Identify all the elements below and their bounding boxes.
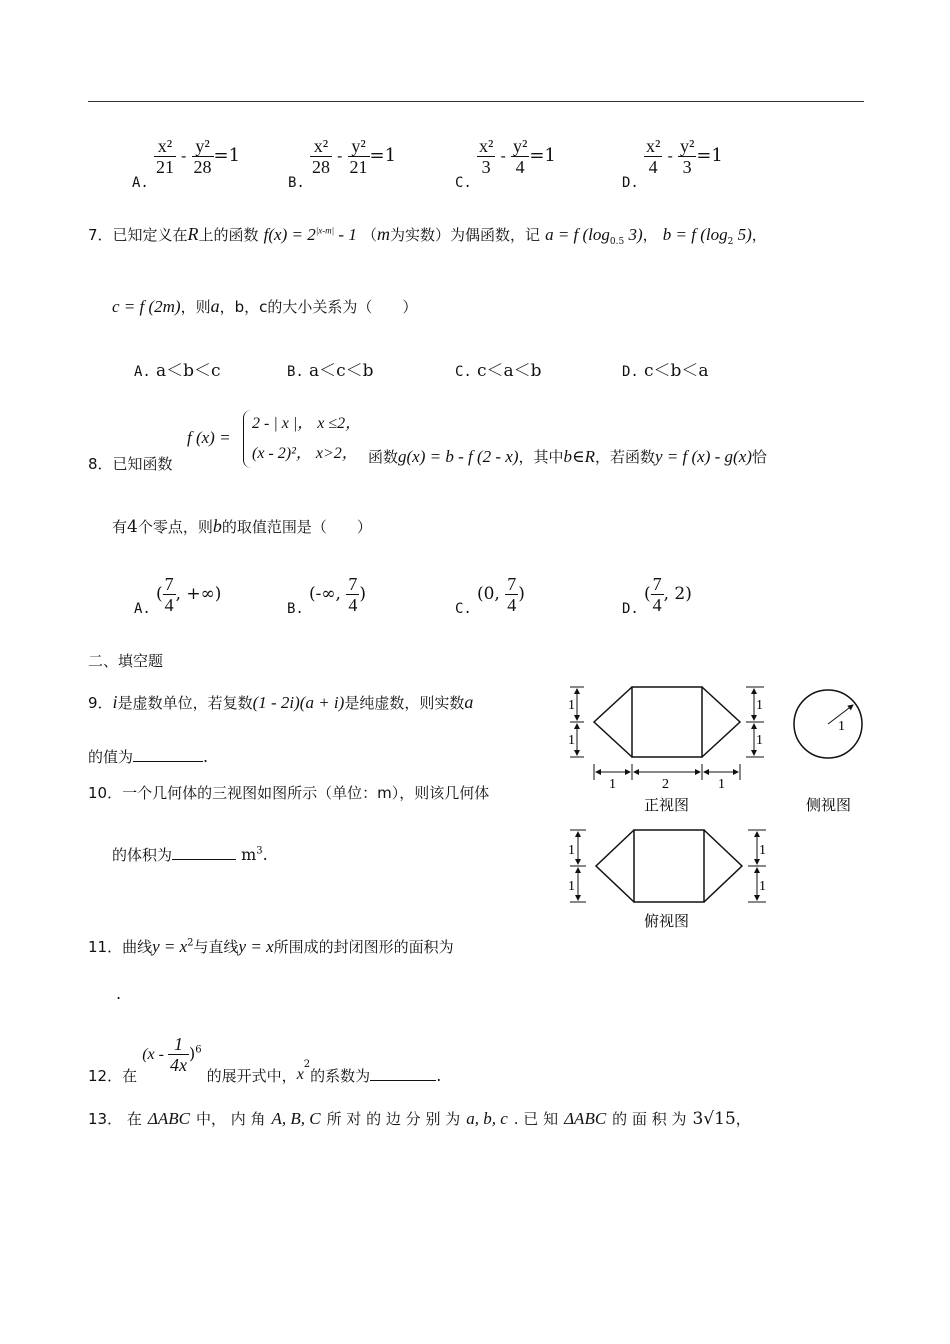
q12-line: 12．在 (x - $\frac{1}{4x}$ )$^6$ 的展开式中，$x^2$的系数为 . (88, 1034, 442, 1085)
q8-line2: 有4个零点，则b的取值范围是（ ） (112, 516, 372, 537)
q7-option-d: D. c＜b＜a (622, 361, 709, 381)
q8-fx: f (x) = (187, 428, 231, 447)
answer-blank[interactable] (172, 859, 236, 860)
dim-label: 1 (759, 879, 766, 894)
option-label: A. (132, 175, 149, 191)
q6-option-b: B. $\frac{\text{x²}}{28}$ - $\frac{\text{y²}}{21}$ =1 (288, 136, 397, 191)
section-heading: 二、填空题 (88, 652, 164, 670)
q7-option-c: C. c＜a＜b (455, 361, 542, 381)
top-view (596, 830, 742, 902)
q8-option-a: A. ( $\frac{7}{4}$ , +∞) (134, 574, 222, 617)
q8-option-d: D. ( $\frac{7}{4}$ , 2) (622, 574, 692, 617)
front-view-caption: 正视图 (644, 798, 690, 814)
dim-label: 1 (568, 879, 575, 894)
q11-line1: 11．曲线$y = x^2$与直线y = x所围成的封闭图形的面积为 (88, 937, 454, 956)
q6-option-a: A. $\frac{\text{x²}}{21}$ - $\frac{\text{y²}}{28}$ =1 (132, 136, 241, 191)
side-view-caption: 侧视图 (806, 798, 852, 814)
q7-line1: 7．已知定义在R上的函数 $f(x) = 2^{|x-m|} - 1$ （m为实数）为偶函数，记 a = f ($\log_{0.5}$ 3)， b = f ($\log_2$ 5)， (88, 224, 767, 248)
q9-line1: 9．i是虚数单位，若复数(1 - 2i)(a + i)是纯虚数，则实数a (88, 692, 474, 712)
side-view (794, 690, 862, 758)
dim-label: 1 (759, 843, 766, 858)
q10-line2: 的体积为 $m^3$. (112, 845, 268, 864)
q10-line1: 10．一个几何体的三视图如图所示（单位：m），则该几何体 (88, 784, 490, 802)
dim-label: 1 (756, 698, 763, 713)
dim-label: 1 (718, 777, 725, 792)
answer-blank[interactable] (133, 761, 203, 762)
q7-line2: c = f (2m)，则a，b，c的大小关系为（ ） (112, 296, 418, 316)
three-view-svg (560, 680, 870, 930)
q7-option-a: A. a＜b＜c (134, 361, 221, 381)
q8-prefix: 8．已知函数 (88, 455, 173, 473)
q6-option-c: C. $\frac{\text{x²}}{3}$ - $\frac{\text{y²}}{4}$ =1 (455, 136, 556, 191)
q8-case2: (x - 2)²， x>2， (252, 445, 358, 462)
dim-label: 1 (609, 777, 616, 792)
q8-line1-rest: 函数g(x) = b - f (2 - x)，其中b∈R，若函数y = f (x) - g(x)恰 (368, 447, 767, 466)
top-view-caption: 俯视图 (644, 914, 690, 930)
dim-label: 1 (568, 733, 575, 748)
q9-line2: 的值为 . (88, 747, 209, 766)
dim-label: 2 (662, 777, 669, 792)
radius-label: 1 (838, 719, 845, 734)
q7-option-b: B. a＜c＜b (287, 361, 374, 381)
dim-label: 1 (568, 698, 575, 713)
q13-line: 13． 在 ΔABC 中， 内 角 A, B, C 所 对 的 边 分 别 为 a, b, c . 已 知 ΔABC 的 面 积 为 3√15， (88, 1109, 751, 1129)
q8-option-b: B. (-∞, $\frac{7}{4}$ ) (287, 574, 366, 617)
q6-option-d: D. $\frac{\text{x²}}{4}$ - $\frac{\text{y²}}{3}$ =1 (622, 136, 723, 191)
dim-label: 1 (756, 733, 763, 748)
header-rule (88, 101, 864, 102)
q8-case1: 2 - | x |， x ≤2， (252, 415, 362, 432)
answer-blank[interactable] (370, 1080, 436, 1081)
q8-option-c: C. (0, $\frac{7}{4}$ ) (455, 574, 525, 617)
dim-label: 1 (568, 843, 575, 858)
three-view-diagram (560, 680, 870, 934)
q11-line2: . (116, 984, 122, 1003)
front-view (594, 687, 740, 757)
